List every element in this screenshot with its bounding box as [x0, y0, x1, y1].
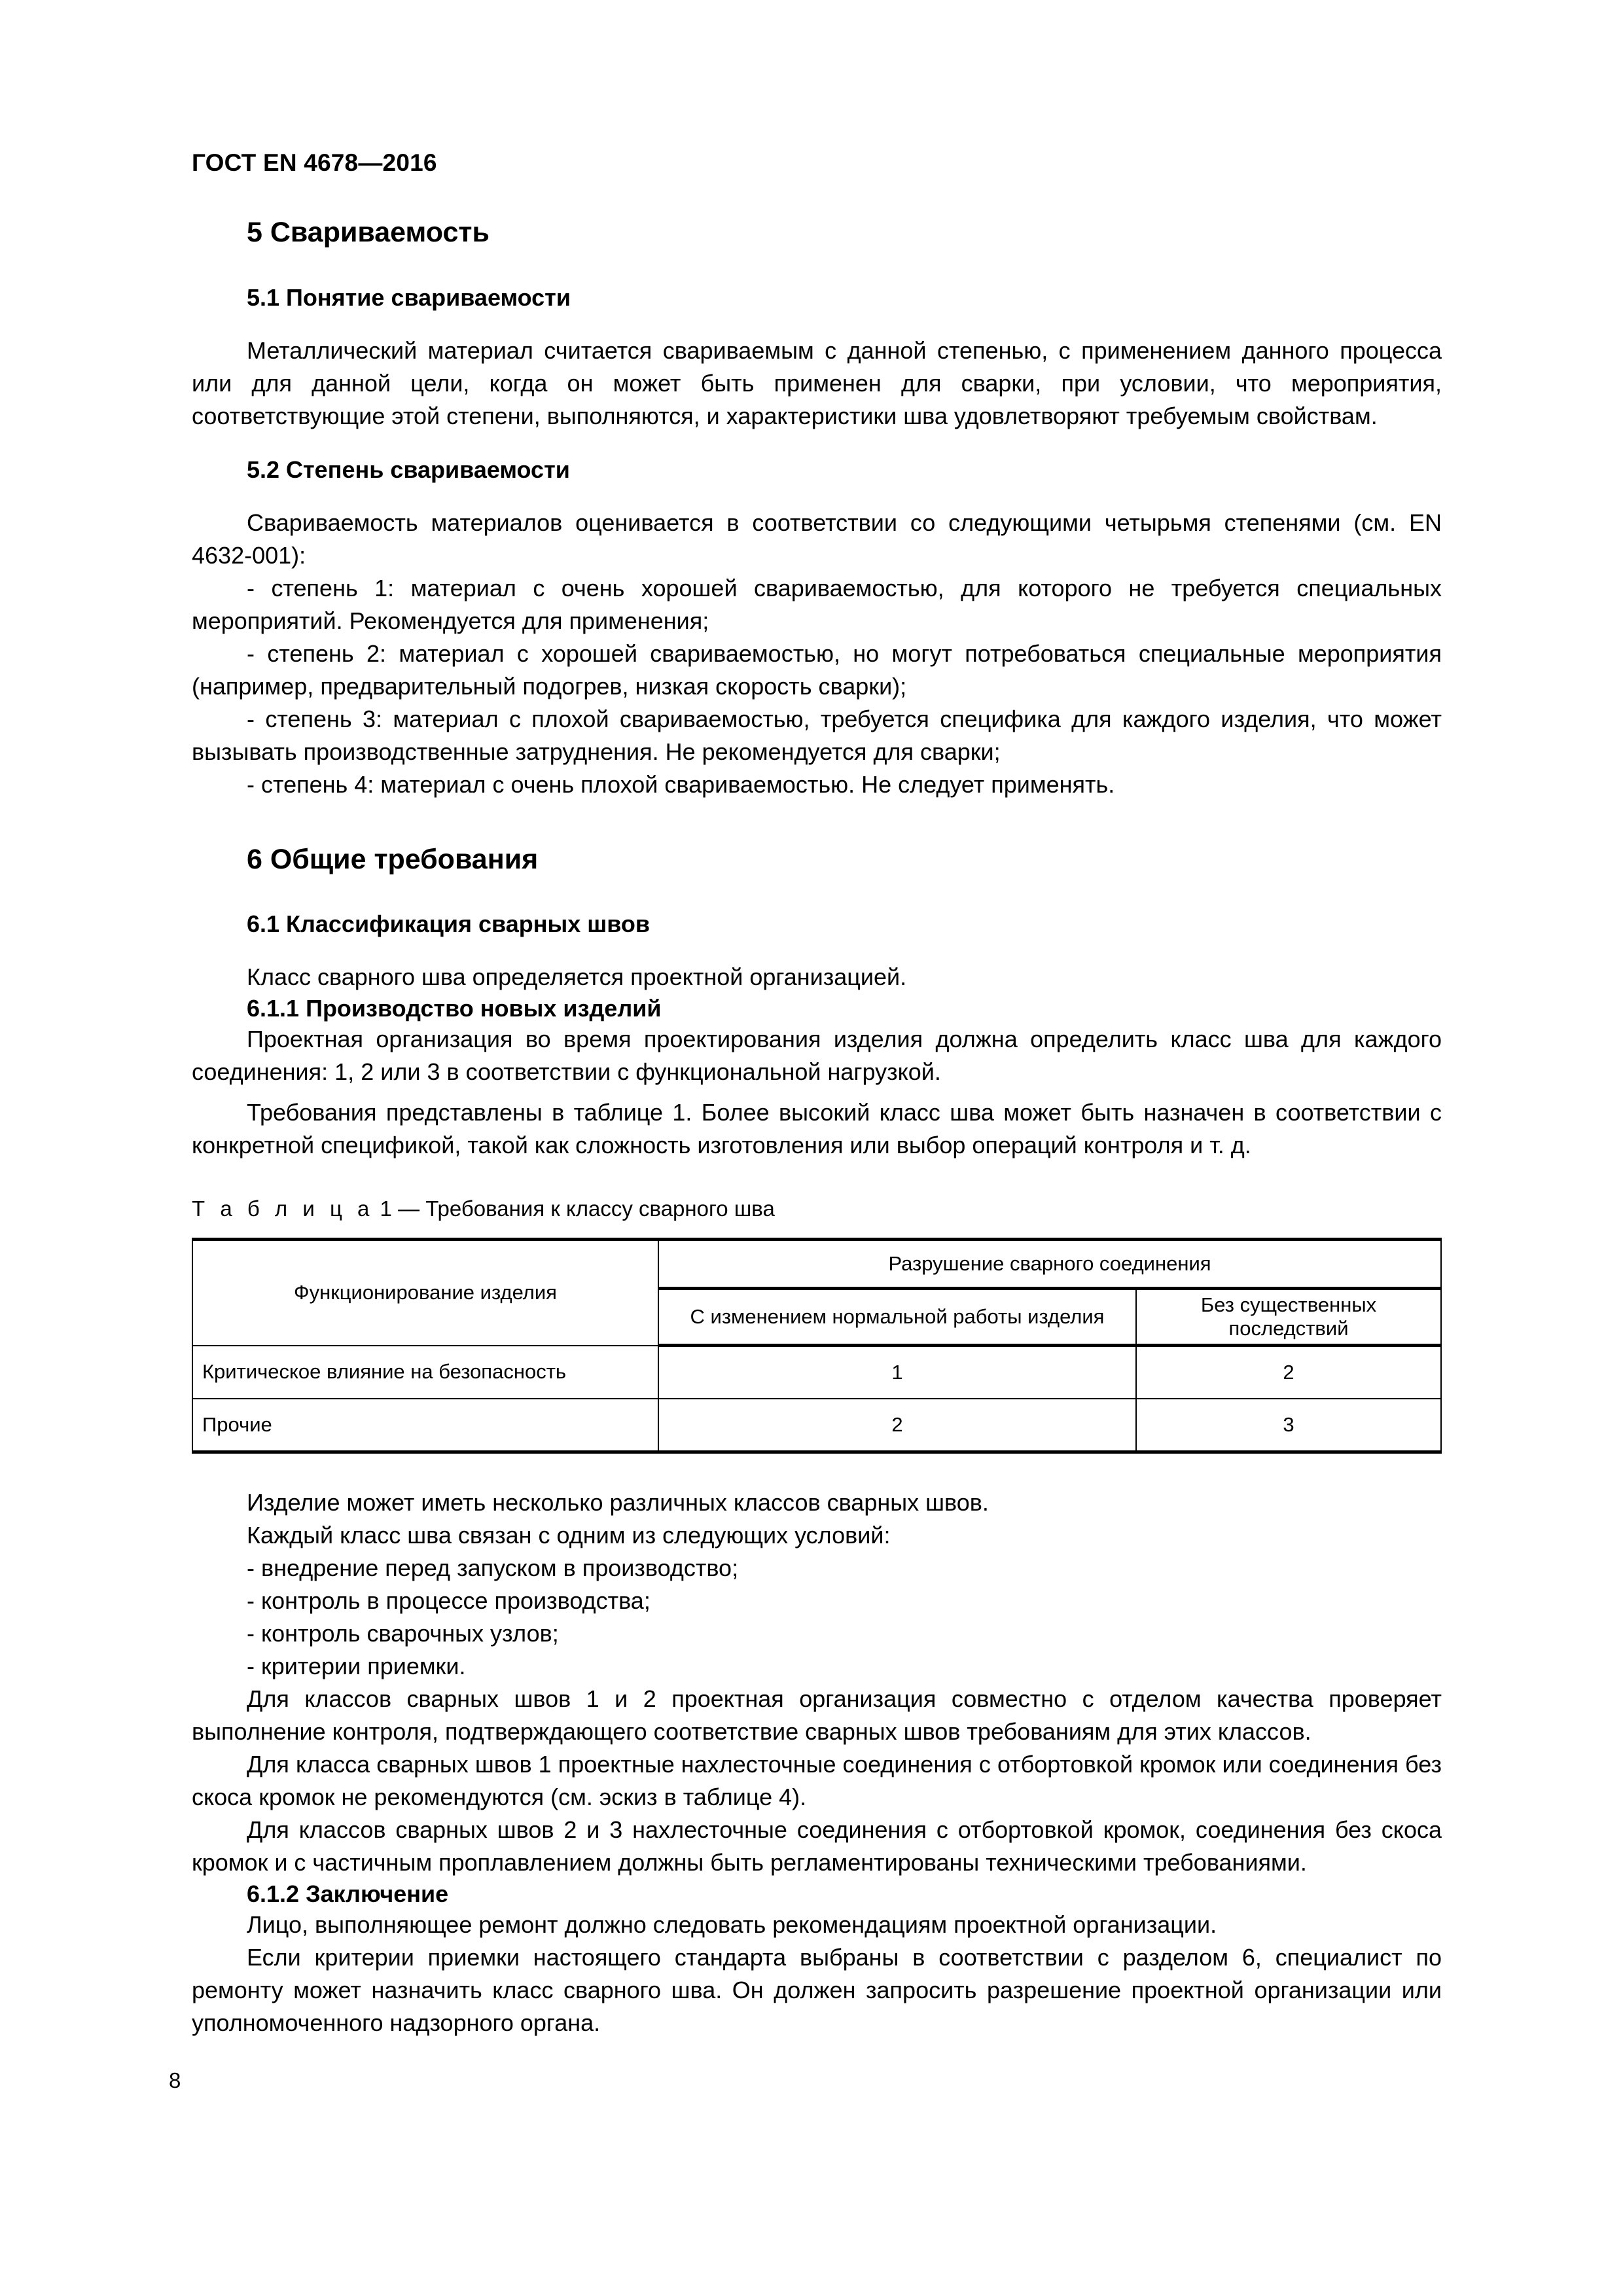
- spacer: [192, 876, 1442, 909]
- table-header-row-label: Функционирование изделия: [192, 1240, 658, 1346]
- paragraph-after-table-5: Для классов сварных швов 2 и 3 нахлесточные соединения с отбортовкой кромок, соединения без скоса кромок и с частичным проплавлением должны быть регламентированы техническими требованиями.: [192, 1816, 1442, 1876]
- table-header-col-1: С изменением нормальной работы изделия: [658, 1289, 1136, 1346]
- table-caption-dash: —: [398, 1196, 420, 1221]
- paragraph-after-table-4: Для класса сварных швов 1 проектные нахлесточные соединения с отбортовкой кромок или соединения без скоса кромок не рекомендуются (см. эскиз в таблице 4).: [192, 1751, 1442, 1811]
- table-weld-class-requirements: [192, 1238, 1442, 1454]
- table-caption-number: 1: [380, 1196, 392, 1221]
- document-body: [192, 216, 1442, 2039]
- list-item: - степень 4: материал с очень плохой свариваемостью. Не следует применять.: [247, 770, 1115, 798]
- list-item: - контроль в процессе производства;: [247, 1587, 651, 1615]
- paragraph-after-table-3: Для классов сварных швов 1 и 2 проектная организация совместно с отделом качества проверяет выполнение контроля, подтверждающего соответствие сварных швов требованиям для этих классов.: [192, 1685, 1442, 1746]
- list-item: - степень 3: материал с плохой свариваемостью, требуется специфика для каждого изделия, что может вызывать производственные затруднения. Не рекомендуется для сварки;: [192, 705, 1442, 765]
- table-cell-value: 1: [658, 1346, 1136, 1399]
- table-header-row-group: [192, 1240, 1441, 1289]
- table-row: [192, 1399, 1441, 1452]
- spacer: [192, 250, 1442, 283]
- table-cell-label: Критическое влияние на безопасность: [192, 1346, 658, 1399]
- table-cell-value: 2: [1136, 1346, 1441, 1399]
- table-caption-text: Требования к классу сварного шва: [425, 1196, 775, 1221]
- spacer: [192, 1223, 1442, 1238]
- spacer: [192, 433, 1442, 455]
- section-heading-6-1: 6.1 Классификация сварных швов: [247, 910, 651, 938]
- table-caption: [192, 1194, 1442, 1223]
- paragraph-6-1-1: Класс сварного шва определяется проектной организацией.: [247, 963, 907, 991]
- spacer: [192, 801, 1442, 843]
- paragraph-6-1-1-1: Проектная организация во время проектирования изделия должна определить класс шва для каждого соединения: 1, 2 или 3 в соответствии с функциональной нагрузкой.: [192, 1026, 1442, 1086]
- list-item: - степень 1: материал с очень хорошей свариваемостью, для которого не требуется специальных мероприятий. Рекомендуется для применения;: [192, 574, 1442, 634]
- table-header-group: Разрушение сварного соединения: [658, 1240, 1441, 1289]
- paragraph-6-1-2-2: Если критерии приемки настоящего стандарта выбраны в соответствии с разделом 6, специалист по ремонту может назначить класс сварного шва. Он должен запросить разрешение проектной организации или уполномоченного надзорного органа.: [192, 1944, 1442, 2037]
- table-cell-value: 3: [1136, 1399, 1441, 1452]
- paragraph-6-1-2-1: Лицо, выполняющее ремонт должно следовать рекомендациям проектной организации.: [247, 1911, 1217, 1939]
- paragraph-5-1-1: Металлический материал считается свариваемым с данной степенью, с применением данного процесса или для данной цели, когда он может быть применен для сварки, при условии, что мероприятия, соответствующие этой степени, выполняются, и характеристики шва удовлетворяют требуемым свойствам.: [192, 336, 1442, 429]
- list-item: - внедрение перед запуском в производство;: [247, 1554, 739, 1582]
- section-heading-5-1: 5.1 Понятие свариваемости: [247, 283, 571, 311]
- running-header: ГОСТ EN 4678—2016: [192, 149, 437, 176]
- spacer: [192, 1088, 1442, 1096]
- spacer: [192, 1162, 1442, 1194]
- section-heading-6: 6 Общие требования: [247, 843, 539, 875]
- table-cell-label: Прочие: [192, 1399, 658, 1452]
- paragraph-after-table-2: Каждый класс шва связан с одним из следующих условий:: [247, 1522, 891, 1549]
- section-heading-5: 5 Свариваемость: [247, 217, 490, 248]
- spacer: [192, 1454, 1442, 1486]
- table-header-col-2: Без существенных последствий: [1136, 1289, 1441, 1346]
- page-number: 8: [169, 2068, 181, 2092]
- section-heading-6-1-1: 6.1.1 Производство новых изделий: [247, 995, 662, 1022]
- list-item: - степень 2: материал с хорошей свариваемостью, но могут потребоваться специальные мероприятия (например, предварительный подогрев, низкая скорость сварки);: [192, 639, 1442, 700]
- list-item: - контроль сварочных узлов;: [247, 1620, 559, 1647]
- list-item: - критерии приемки.: [247, 1653, 466, 1680]
- table-caption-label: Т а б л и ц а: [192, 1196, 374, 1221]
- section-heading-5-2: 5.2 Степень свариваемости: [247, 456, 570, 483]
- paragraph-6-1-1-2: Требования представлены в таблице 1. Более высокий класс шва может быть назначен в соответствии с конкретной спецификой, такой как сложность изготовления или выбор операций контроля и т. д.: [192, 1099, 1442, 1159]
- table-cell-value: 2: [658, 1399, 1136, 1452]
- spacer: [192, 939, 1442, 961]
- paragraph-5-2-1: Свариваемость материалов оценивается в соответствии со следующими четырьмя степенями (см. EN 4632-001):: [192, 509, 1442, 569]
- section-heading-6-1-2: 6.1.2 Заключение: [247, 1880, 449, 1908]
- spacer: [192, 312, 1442, 334]
- paragraph-after-table-1: Изделие может иметь несколько различных классов сварных швов.: [247, 1489, 989, 1516]
- table-row: [192, 1346, 1441, 1399]
- spacer: [192, 484, 1442, 507]
